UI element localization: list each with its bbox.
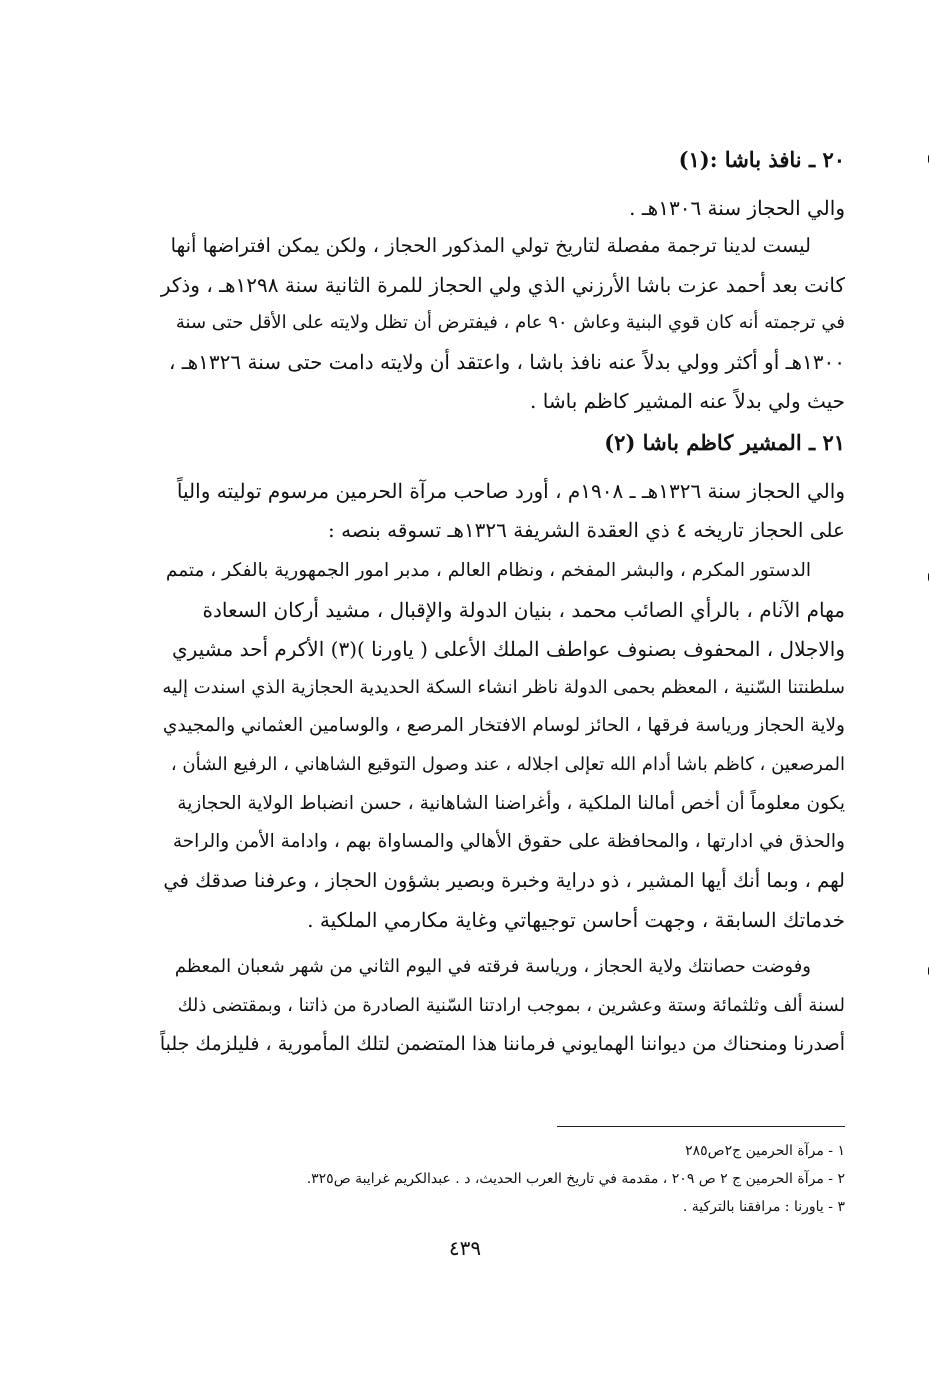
- text-line: حيث ولي بدلاً عنه المشير كاظم باشا .: [530, 389, 845, 413]
- text-line: والاجلال ، المحفوف بصنوف عواطف الملك الأعلى ( ياورنا )(٣) الأكرم أحد مشيري: [171, 637, 845, 661]
- footnote-separator: [557, 1126, 845, 1127]
- section-heading-kazim-pasha: ٢١ ـ المشير كاظم باشا (٢): [604, 430, 845, 455]
- text-line: وفوضت حصانتك ولاية الحجاز ، ورياسة فرقته في اليوم الثاني من شهر شعبان المعظم: [174, 956, 811, 977]
- text-line: والي الحجاز سنة ١٣٠٦هـ .: [629, 196, 845, 220]
- text-line: سلطنتنا السّنية ، المعظم بحمى الدولة ناظر انشاء السكة الحديدية الحجازية الذي اسندت إليه: [162, 677, 845, 698]
- text-line: والي الحجاز سنة ١٣٢٦هـ ـ ١٩٠٨م ، أورد صاحب مرآة الحرمين مرسوم توليته والياً: [176, 479, 845, 503]
- text-line: ليست لدينا ترجمة مفصلة لتاريخ تولي المذكور الحجاز ، ولكن يمكن افتراضها أنها: [170, 234, 811, 257]
- text-line: المرصعين ، كاظم باشا أدام الله تعإلى اجلاله ، عند وصول التوقيع الشاهاني ، الرفيع الشأن ،: [170, 754, 845, 775]
- text-line: كانت بعد أحمد عزت باشا الأرزني الذي ولي الحجاز للمرة الثانية سنة ١٢٩٨هـ ، وذكر: [160, 273, 845, 297]
- page-number: ٤٣٩: [448, 1236, 482, 1260]
- text-line: والحذق في ادارتها ، والمحافظة على حقوق الأهالي والمساواة بهم ، وادامة الأمن والراحة: [172, 831, 845, 852]
- text-line: أصدرنا ومنحناك من ديواننا الهمايوني فرماننا هذا المتضمن لتلك المأمورية ، فليلزمك جلباً: [160, 1033, 845, 1055]
- footnote-1: ١ - مرآة الحرمين ج٢ص٢٨٥: [685, 1143, 845, 1159]
- text-line: الدستور المكرم ، والبشر المفخم ، ونظام العالم ، مدبر امور الجمهورية بالفكر ، متمم: [165, 560, 811, 581]
- text-line: لهم ، وبما أنك أيها المشير ، ذو دراية وخبرة وبصير بشؤون الحجاز ، وعرفنا صدقك في: [163, 869, 845, 892]
- section-heading-nafiz-pasha: ٢٠ ـ نافذ باشا :(١): [678, 147, 845, 172]
- text-line: في ترجمته أنه كان قوي البنية وعاش ٩٠ عام ، فيفترض أن تظل ولايته على الأقل حتى سنة: [175, 312, 845, 333]
- text-line: خدماتك السابقة ، وجهت أحاسن توجيهاتي وغاية مكارمي الملكية .: [307, 908, 845, 932]
- text-line: ولاية الحجاز ورياسة فرقها ، الحائز لوسام الافتخار المرصع ، والوسامين العثماني والمجيدي: [162, 715, 845, 736]
- text-line: مهام الآنام ، بالرأي الصائب محمد ، بنيان الدولة والإقبال ، مشيد أركان السعادة: [202, 598, 845, 622]
- text-line: ١٣٠٠هـ أو أكثر وولي بدلاً عنه نافذ باشا ، واعتقد أن ولايته دامت حتى سنة ١٣٢٦هـ ،: [168, 350, 845, 374]
- text-line: يكون معلوماً أن أخص أمالنا الملكية ، وأغراضنا الشاهانية ، حسن انضباط الولاية الحجازية: [177, 793, 845, 814]
- footnote-2: ٢ - مرآة الحرمين ج ٢ ص ٢٠٩ ، مقدمة في تاريخ العرب الحديث، د . عبدالكريم غرايبة ص٣٢٥.: [306, 1171, 845, 1187]
- footnote-3: ٣ - ياورنا : مرافقنا بالتركية .: [682, 1199, 845, 1215]
- text-line: لسنة ألف وثلثمائة وستة وعشرين ، بموجب ارادتنا السّنية الصادرة من ذاتنا ، وبمقتضى ذلك: [177, 995, 845, 1016]
- text-line: على الحجاز تاريخه ٤ ذي العقدة الشريفة ١٣٢٦هـ تسوقه بنصه :: [327, 518, 845, 542]
